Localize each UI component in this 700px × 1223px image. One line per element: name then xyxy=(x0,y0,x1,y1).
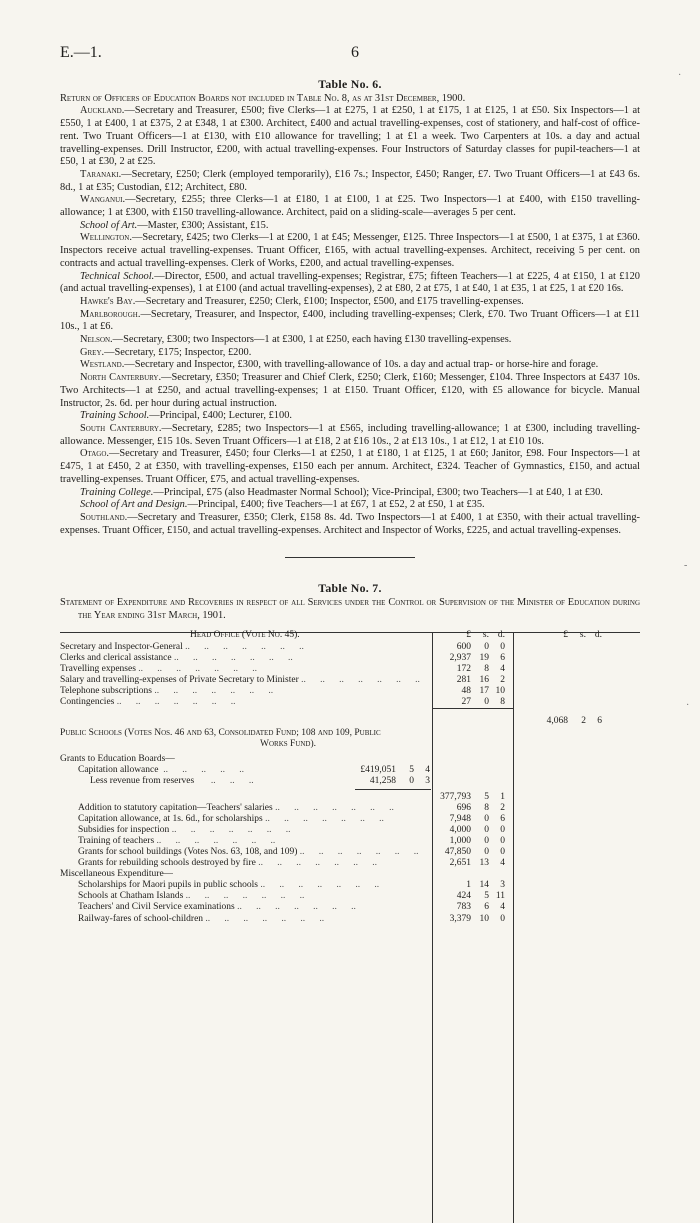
board-details: —Director, £500, and actual travelling-expenses; Registrar, £75; fifteen Teachers—1 at £225, 4 at £150, 1 at £120 (and actual travelling-expenses), 1 at £100 (and actual travelling-expenses), 2 at £80, 2 at £75, 1 at £40, 1 at £35, 1 at £25, 1 at £20 16s. xyxy=(60,270,640,295)
margin-mark: · xyxy=(686,700,690,711)
board-details: —Principal, £400; five Teachers—1 at £67, 1 at £52, 2 at £50, 1 at £35. xyxy=(187,499,485,511)
table6-caption: Return of Officers of Education Boards not included in Table No. 8, as at 31st December, 1900. xyxy=(60,92,466,104)
board-details: —Secretary, £350; Treasurer and Chief Clerk, £250; Clerk, £160; Messenger, £104. Three Inspectors at £437 10s. Two Architects—1 at £250, and actual travelling-expenses; 1 at £150. Truant Officer, £120, with £5 allowance for bicycle. Manual Instructor, 2s. 6d. per hour during actual instruction. xyxy=(60,372,640,409)
board-name: Grey. xyxy=(80,346,105,358)
board-details: —Secretary, £285; two Inspectors—1 at £565, including travelling-allowance; 1 at £300, including travelling-allowance. Messenger, £15 10s. Seven Truant Officers—1 at £18, 2 at £16 10s., 2 at £13 10s., 1 at £12, 1 at £10 10s. xyxy=(60,422,640,447)
expenditure-label: Scholarships for Maori pupils in public schools .. .. .. .. .. .. .. xyxy=(78,880,380,891)
board-name: Auckland. xyxy=(80,105,125,117)
expenditure-label: Subsidies for inspection .. .. .. .. .. .. .. xyxy=(78,824,291,835)
board-details: —Secretary and Treasurer, £500; five Clerks—1 at £275, 1 at £250, 1 at £175, 1 at £125, 1 at £50. Six Inspectors—1 at £550, 1 at £400, 1 at £375, 2 at £348, 1 at £300. Architect, £400 and actual travelling-expenses, cost of stationery, and half-cost of office-rent. Two Truant Officers—1 at £130, with £10 allowance for travelling; 1 at £1 a week. Two Carpenters at 10s. a day and actual travelling-expenses. Drill Instructor, £200, with actual travelling-expenses. Four Instructors of Saturday classes for pupil-teachers—1 at £50, 1 at £30, 2 at £25. xyxy=(60,105,640,168)
board-name: School of Art and Design. xyxy=(80,499,188,511)
expenditure-label: Schools at Chatham Islands .. .. .. .. .. .. .. xyxy=(78,891,305,902)
capitation-net-row: 377,793 5 1 xyxy=(440,791,505,802)
amount: 172 8 4 xyxy=(456,663,505,674)
board-name: Hawke's Bay. xyxy=(80,295,136,307)
board-name: Southland. xyxy=(80,511,128,523)
expenditure-label: Training of teachers .. .. .. .. .. .. .. xyxy=(78,835,276,846)
board-name: Training School. xyxy=(80,410,150,422)
expenditure-label: Contingencies .. .. .. .. .. .. .. xyxy=(60,696,236,707)
board-details: —Secretary, £250; Clerk (employed temporarily), £16 7s.; Inspector, £450; Ranger, £7. Two Truant Officers—1 at £43 6s. 8d., 1 at £35; Custodian, £12; Architect, £80. xyxy=(60,168,640,193)
amount: 7,948 0 6 xyxy=(449,813,505,824)
expenditure-row xyxy=(60,664,640,675)
table6-title: Table No. 6. xyxy=(318,77,382,91)
total-row xyxy=(60,708,640,728)
board-paragraph xyxy=(60,347,640,360)
amount: 27 0 8 xyxy=(461,696,505,707)
section2-head: Public Schools (Votes Nos. 46 and 63, Consolidated Fund; 108 and 109, Public xyxy=(60,728,381,739)
expenditure-row xyxy=(60,891,640,902)
expenditure-row xyxy=(60,847,640,858)
board-name: Technical School. xyxy=(80,270,155,282)
board-details: —Secretary and Treasurer, £250; Clerk, £100; Inspector, £500, and £175 travelling-expenses. xyxy=(135,295,524,307)
board-details: —Master, £300; Assistant, £15. xyxy=(137,219,269,231)
board-name: Wellington. xyxy=(80,232,132,244)
board-paragraph xyxy=(60,512,640,537)
table6-body xyxy=(60,105,640,537)
board-paragraph xyxy=(60,448,640,486)
table7-body xyxy=(60,630,640,924)
board-paragraph xyxy=(60,359,640,372)
board-paragraph xyxy=(60,169,640,194)
board-name: School of Art. xyxy=(80,219,138,231)
board-paragraph xyxy=(60,423,640,448)
expenditure-row xyxy=(60,642,640,653)
page-number: 6 xyxy=(351,44,359,61)
amount: 4,000 0 0 xyxy=(449,824,505,835)
col-head: £ s. d. xyxy=(466,630,505,641)
board-details: —Secretary and Inspector, £300, with travelling-allowance of 10s. a day and actual trap- or horse-hire and forage. xyxy=(124,359,599,371)
head-office-total: 4,068 2 6 xyxy=(546,716,602,727)
board-name: Training College. xyxy=(80,486,154,498)
amount: 3,379 10 0 xyxy=(449,913,505,924)
board-name: Nelson. xyxy=(80,334,113,346)
expenditure-row xyxy=(60,836,640,847)
board-name: South Canterbury. xyxy=(80,422,162,434)
expenditure-label: Grants for rebuilding schools destroyed by fire .. .. .. .. .. .. .. xyxy=(78,858,377,869)
board-details: —Secretary, £255; three Clerks—1 at £180, 1 at £100, 1 at £25. Two Inspectors—1 at £400, with £150 travelling-allowance; 1 at £300, with £150 travelling-allowance. Architect, paid on a sliding-scale—averages 5 per cent. xyxy=(60,194,640,219)
board-name: Otago. xyxy=(80,448,109,460)
expenditure-row xyxy=(60,803,640,814)
expenditure-row xyxy=(60,825,640,836)
expenditure-label: Clerks and clerical assistance .. .. .. .. .. .. .. xyxy=(60,652,293,663)
board-details: —Secretary, £300; two Inspectors—1 at £300, 1 at £250, each having £130 travelling-expenses. xyxy=(112,334,512,346)
amount: 47,850 0 0 xyxy=(444,847,505,858)
board-name: Wanganui. xyxy=(80,194,126,206)
board-paragraph xyxy=(60,105,640,169)
board-paragraph xyxy=(60,296,640,309)
expenditure-label: Secretary and Inspector-General .. .. .. .. .. .. .. xyxy=(60,641,304,652)
expenditure-row xyxy=(60,914,640,925)
capitation-row: Capitation allowance .. .. .. .. .. £419,051 5 4 xyxy=(78,765,430,776)
board-paragraph xyxy=(60,499,640,512)
board-details: —Secretary and Treasurer, £450; four Clerks—1 at £250, 1 at £180, 1 at £125, 1 at £60; Janitor, £98. Four Inspectors—1 at £475, 1 at £450, 2 at £350, with travelling-expenses, £150 each per annum. Architect, £324. Teacher of Gymnastics, £150, and actual travelling-expenses. Truant Officer, £75, and actual travelling-expenses. xyxy=(60,448,640,485)
board-paragraph xyxy=(60,232,640,270)
board-details: —Secretary, £425; two Clerks—1 at £200, 1 at £45; Messenger, £125. Three Inspectors—1 at £500, 1 at £375, 1 at £360. Inspectors receive actual travelling-expenses. Truant Officer, £165, with actual travelling-expenses. Architect, receiving 5 per cent. on contracts and actual travelling-expenses. Clerk of Works, £200, and actual travelling-expenses. xyxy=(60,232,640,269)
expenditure-row xyxy=(60,686,640,697)
board-name: North Canterbury. xyxy=(80,372,162,384)
expenditure-row xyxy=(60,675,640,686)
col-head: £ s. d. xyxy=(563,630,602,641)
board-details: —Secretary and Treasurer, £350; Clerk, £158 8s. 4d. Two Inspectors—1 at £400, 1 at £350, with their actual travelling-expenses. Truant Officer, £150, and actual travelling-expenses. Architect and Inspector of Works, £225, and actual travelling-expenses. xyxy=(60,511,640,536)
expenditure-label: Telephone subscriptions .. .. .. .. .. .. .. xyxy=(60,685,274,696)
expenditure-row xyxy=(60,814,640,825)
amount: 2,651 13 4 xyxy=(449,858,505,869)
amount: 600 0 0 xyxy=(456,641,505,652)
table7-title: Table No. 7. xyxy=(318,581,382,596)
expenditure-row xyxy=(60,697,640,708)
expenditure-label: Travelling expenses .. .. .. .. .. .. .. xyxy=(60,663,258,674)
section-head-row xyxy=(60,630,640,641)
board-paragraph xyxy=(60,410,640,423)
expenditure-label: Teachers' and Civil Service examinations .. .. .. .. .. .. .. xyxy=(78,902,356,913)
board-paragraph xyxy=(60,194,640,219)
expenditure-label: Salary and travelling-expenses of Private Secretary to Minister .. .. .. .. .. .. .. xyxy=(60,674,420,685)
amount: 281 16 2 xyxy=(456,674,505,685)
expenditure-row xyxy=(60,858,640,869)
expenditure-row xyxy=(60,653,640,664)
margin-mark: - xyxy=(684,560,688,571)
expenditure-label: Grants for school buildings (Votes Nos. 63, 108, and 109) .. .. .. .. .. .. .. xyxy=(78,847,419,858)
expenditure-row xyxy=(60,880,640,891)
expenditure-label: Capitation allowance, at 1s. 6d., for scholarships .. .. .. .. .. .. .. xyxy=(78,813,384,824)
expenditure-label: Railway-fares of school-children .. .. .. .. .. .. .. xyxy=(78,913,325,924)
section1-head: Head Office (Vote No. 45). xyxy=(190,630,300,641)
amount: 1,000 0 0 xyxy=(449,835,505,846)
board-details: —Secretary, Treasurer, and Inspector, £400, including travelling-expenses; Clerk, £70. Two Truant Officers—1 at £11 10s., 1 at £6. xyxy=(60,308,640,333)
board-paragraph xyxy=(60,372,640,410)
section-divider xyxy=(285,557,415,558)
amount: 424 5 11 xyxy=(456,891,505,902)
board-name: Taranaki. xyxy=(80,168,122,180)
board-paragraph xyxy=(60,220,640,233)
grants-head: Grants to Education Boards— xyxy=(60,754,175,765)
board-paragraph xyxy=(60,334,640,347)
page-header-ref: E.—1. xyxy=(60,44,102,61)
misc-head: Miscellaneous Expenditure— xyxy=(60,869,174,880)
expenditure-row xyxy=(60,902,640,913)
expenditure-label: Addition to statutory capitation—Teachers' salaries .. .. .. .. .. .. .. xyxy=(78,802,394,813)
amount: 1 14 3 xyxy=(466,880,505,891)
board-paragraph xyxy=(60,309,640,334)
amount: 2,937 19 6 xyxy=(449,652,505,663)
board-name: Westland. xyxy=(80,359,125,371)
page-body xyxy=(60,78,640,925)
board-details: —Principal, £75 (also Headmaster Normal School); Vice-Principal, £300; two Teachers—1 at £40, 1 at £30. xyxy=(153,486,603,498)
board-name: Marlborough. xyxy=(80,308,141,320)
board-paragraph xyxy=(60,487,640,500)
board-details: —Secretary, £175; Inspector, £200. xyxy=(104,346,252,358)
amount: 48 17 10 xyxy=(461,685,505,696)
section2-head-cont: Works Fund). xyxy=(260,739,317,750)
amount: 696 8 2 xyxy=(456,802,505,813)
board-paragraph xyxy=(60,271,640,296)
margin-mark: · xyxy=(678,70,682,81)
board-details: —Principal, £400; Lecturer, £100. xyxy=(149,410,292,422)
amount: 783 6 4 xyxy=(456,902,505,913)
table7-caption: Statement of Expenditure and Recoveries in respect of all Services under the Control or Supervision of the Minister of Education during the Year ending 31st March, 1901. xyxy=(60,597,640,621)
less-revenue-row: Less revenue from reserves .. .. .. 41,258 0 3 xyxy=(60,776,640,787)
